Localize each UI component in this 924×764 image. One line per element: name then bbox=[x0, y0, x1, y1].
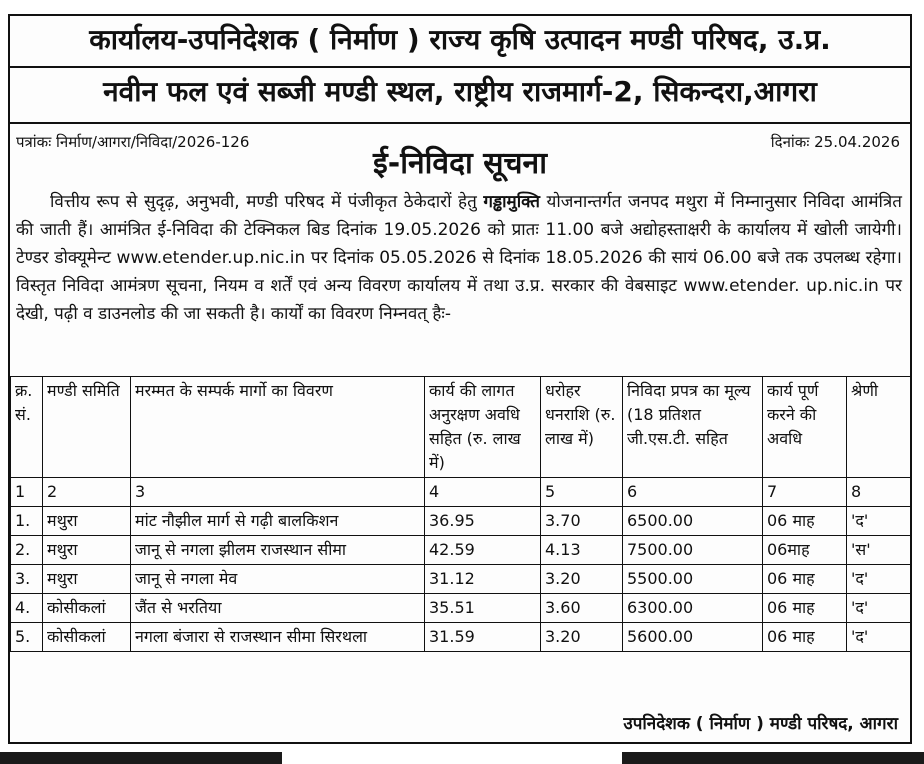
cell-deposit: 4.13 bbox=[541, 536, 623, 565]
adjacent-clipping-edge-left bbox=[0, 752, 282, 764]
cell-duration: 06 माह bbox=[763, 507, 847, 536]
header-divider-bottom bbox=[10, 122, 910, 124]
col-header-category: श्रेणी bbox=[847, 377, 911, 478]
table-row bbox=[11, 536, 911, 565]
cell-mandi: मथुरा bbox=[43, 565, 131, 594]
cell-duration: 06माह bbox=[763, 536, 847, 565]
cell-form-price: 5600.00 bbox=[623, 623, 763, 652]
cell-serial: 4. bbox=[11, 594, 43, 623]
cell-road: नगला बंजारा से राजस्थान सीमा सिरथला bbox=[131, 623, 425, 652]
notice-date: दिनांकः 25.04.2026 bbox=[770, 133, 900, 151]
col-header-cost: कार्य की लागत अनुरक्षण अवधि सहित (रु. लाख में) bbox=[425, 377, 541, 478]
cell-mandi: कोसीकलां bbox=[43, 623, 131, 652]
col-header-mandi: मण्डी समिति bbox=[43, 377, 131, 478]
cell-cost: 31.12 bbox=[425, 565, 541, 594]
cell-category: 'द' bbox=[847, 594, 911, 623]
cell-deposit: 3.20 bbox=[541, 623, 623, 652]
col-header-serial: क्र. सं. bbox=[11, 377, 43, 478]
column-number: 1 bbox=[11, 478, 43, 507]
cell-deposit: 3.70 bbox=[541, 507, 623, 536]
col-header-duration: कार्य पूर्ण करने की अवधि bbox=[763, 377, 847, 478]
cell-duration: 06 माह bbox=[763, 594, 847, 623]
header-divider bbox=[10, 66, 910, 68]
cell-deposit: 3.20 bbox=[541, 565, 623, 594]
signatory: उपनिदेशक ( निर्माण ) मण्डी परिषद, आगरा bbox=[623, 714, 898, 734]
column-number: 3 bbox=[131, 478, 425, 507]
scheme-name: गड्ढामुक्ति bbox=[483, 192, 540, 212]
cell-mandi: कोसीकलां bbox=[43, 594, 131, 623]
column-number: 2 bbox=[43, 478, 131, 507]
column-number: 8 bbox=[847, 478, 911, 507]
notice-title: ई-निविदा सूचना bbox=[373, 146, 547, 181]
column-number: 7 bbox=[763, 478, 847, 507]
cell-cost: 42.59 bbox=[425, 536, 541, 565]
para-text-start: वित्तीय रूप से सुदृढ़, अनुभवी, मण्डी परिषद में पंजीकृत ठेकेदारों हेतु bbox=[50, 192, 484, 212]
cell-form-price: 6300.00 bbox=[623, 594, 763, 623]
col-header-form-price: निविदा प्रपत्र का मूल्य (18 प्रतिशत जी.एस.टी. सहित bbox=[623, 377, 763, 478]
cell-category: 'द' bbox=[847, 507, 911, 536]
column-number: 4 bbox=[425, 478, 541, 507]
office-header-line1: कार्यालय-उपनिदेशक ( निर्माण ) राज्य कृषि उत्पादन मण्डी परिषद, उ.प्र. bbox=[89, 23, 831, 56]
table-row bbox=[11, 594, 911, 623]
cell-form-price: 6500.00 bbox=[623, 507, 763, 536]
cell-category: 'द' bbox=[847, 623, 911, 652]
adjacent-clipping-edge-right bbox=[622, 752, 924, 764]
column-number-row bbox=[11, 478, 911, 507]
table-row bbox=[11, 623, 911, 652]
cell-serial: 1. bbox=[11, 507, 43, 536]
cell-mandi: मथुरा bbox=[43, 507, 131, 536]
cell-category: 'द' bbox=[847, 565, 911, 594]
cell-road: जानू से नगला झीलम राजस्थान सीमा bbox=[131, 536, 425, 565]
table-row bbox=[11, 565, 911, 594]
office-header-line2: नवीन फल एवं सब्जी मण्डी स्थल, राष्ट्रीय राजमार्ग-2, सिकन्दरा,आगरा bbox=[103, 75, 817, 108]
reference-number: पत्रांकः निर्माण/आगरा/निविदा/2026-126 bbox=[16, 133, 250, 151]
cell-deposit: 3.60 bbox=[541, 594, 623, 623]
cell-cost: 31.59 bbox=[425, 623, 541, 652]
cell-form-price: 5500.00 bbox=[623, 565, 763, 594]
cell-mandi: मथुरा bbox=[43, 536, 131, 565]
col-header-road: मरम्मत के सम्पर्क मार्गो का विवरण bbox=[131, 377, 425, 478]
notice-paragraph bbox=[16, 188, 902, 328]
tender-notice bbox=[8, 14, 912, 744]
cell-road: जैंत से भरतिया bbox=[131, 594, 425, 623]
cell-serial: 5. bbox=[11, 623, 43, 652]
cell-category: 'स' bbox=[847, 536, 911, 565]
cell-road: मांट नौझील मार्ग से गढ़ी बालकिशन bbox=[131, 507, 425, 536]
cell-serial: 3. bbox=[11, 565, 43, 594]
col-header-deposit: धरोहर धनराशि (रु. लाख में) bbox=[541, 377, 623, 478]
cell-cost: 35.51 bbox=[425, 594, 541, 623]
table-header-row bbox=[11, 377, 911, 478]
cell-duration: 06 माह bbox=[763, 623, 847, 652]
cell-cost: 36.95 bbox=[425, 507, 541, 536]
table-row bbox=[11, 507, 911, 536]
cell-duration: 06 माह bbox=[763, 565, 847, 594]
column-number: 6 bbox=[623, 478, 763, 507]
cell-road: जानू से नगला मेव bbox=[131, 565, 425, 594]
works-table bbox=[10, 376, 911, 652]
para-text-end: योजनान्तर्गत जनपद मथुरा में निम्नानुसार निविदा आमंत्रित की जाती हैं। आमंत्रित ई-निविदा की टेक्निकल बिड दिनांक 19.05.2026 को प्रातः 11.00 बजे अद्योहस्ताक्षरी के कार्यालय में खोली जायेगी। टेण्डर डोक्यूमेन्ट www.etender.up.nic.in पर दिनांक 05.05.2026 से दिनांक 18.05.2026 की सायं 06.00 बजे तक उपलब्ध रहेगा। विस्तृत निविदा आमंत्रण सूचना, नियम व शर्तें एवं अन्य विवरण कार्यालय में तथा उ.प्र. सरकार की वेबसाइट www.etender. up.nic.in पर देखी, पढ़ी व डाउनलोड की जा सकती है। कार्यों का विवरण निम्नवत् हैः- bbox=[16, 192, 902, 324]
column-number: 5 bbox=[541, 478, 623, 507]
cell-serial: 2. bbox=[11, 536, 43, 565]
cell-form-price: 7500.00 bbox=[623, 536, 763, 565]
